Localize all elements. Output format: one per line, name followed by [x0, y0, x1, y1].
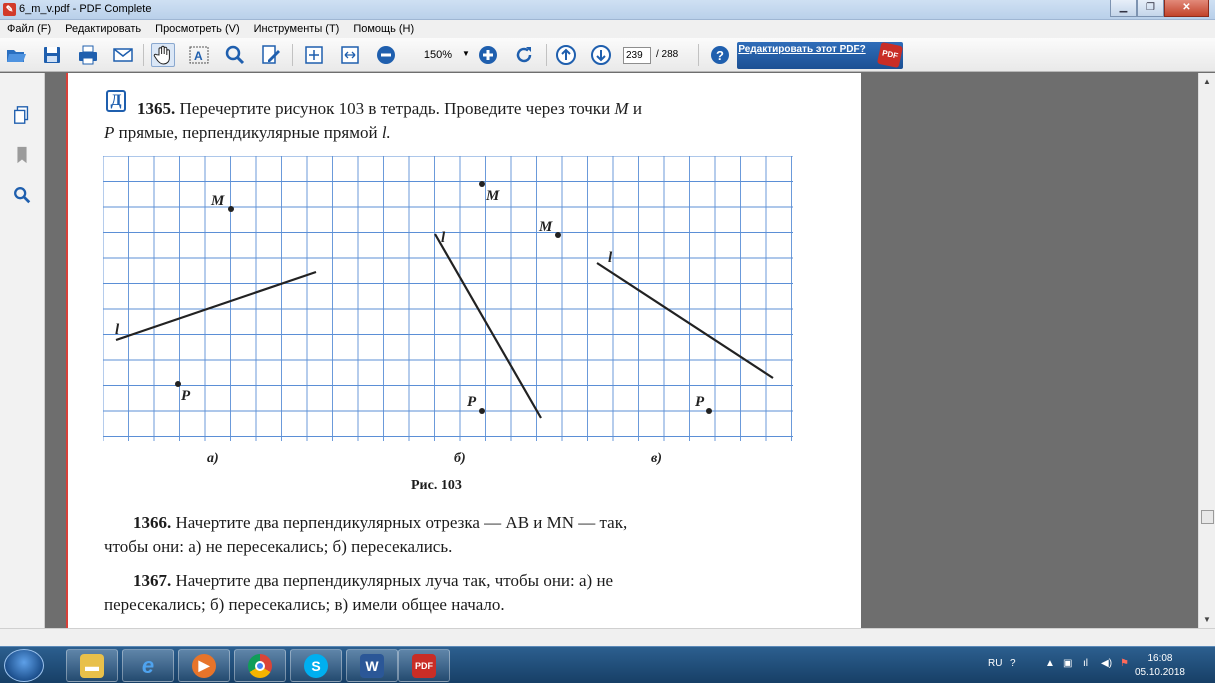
page-total: / 288: [656, 49, 679, 60]
exercise-1365-line2: [104, 123, 391, 143]
start-button[interactable]: [4, 649, 44, 682]
zoom-dropdown-icon[interactable]: ▼: [462, 49, 470, 58]
line-l-ref: l.: [381, 123, 391, 142]
pdf-app-icon: PDF: [412, 654, 436, 678]
label-l-a: l: [115, 322, 120, 338]
ie-icon: e: [141, 652, 155, 678]
show-hidden-icon[interactable]: ▲: [1045, 658, 1055, 669]
exercise-1366-number: 1366.: [133, 513, 172, 532]
label-m-b: M: [486, 188, 500, 204]
taskbar-internet-explorer[interactable]: [122, 649, 174, 682]
figure-c-label: в): [651, 451, 662, 466]
pdf-page: [66, 73, 861, 628]
label-p-c: P: [695, 394, 705, 410]
line-l-a: [116, 272, 316, 340]
scroll-down-icon[interactable]: ▼: [1203, 615, 1211, 624]
point-p-b: [479, 408, 485, 414]
line-l-b: [435, 234, 541, 418]
zoom-icon[interactable]: [223, 43, 247, 67]
svg-text:A: A: [194, 49, 203, 63]
exercise-1367-line2: пересекались; б) пересекались; в) имели общее начало.: [104, 595, 505, 614]
label-p-a: P: [181, 388, 191, 404]
system-tray: [965, 647, 1215, 683]
close-button[interactable]: ✕: [1164, 0, 1209, 17]
label-l-b: l: [441, 230, 446, 246]
open-icon[interactable]: [4, 43, 28, 67]
page-number-input[interactable]: 239: [623, 47, 651, 64]
chrome-icon: [248, 654, 272, 678]
label-m-c: M: [539, 219, 553, 235]
label-m-a: M: [211, 193, 225, 209]
window-title: 6_m_v.pdf - PDF Complete: [19, 3, 152, 15]
menu-help[interactable]: Помощь (H): [353, 23, 415, 35]
svg-text:?: ?: [716, 48, 724, 63]
conj-and: и: [632, 99, 642, 118]
exercise-1366-text1: Начертите два перпендикулярных отрезка — AB и MN — так,: [175, 513, 628, 532]
fit-page-icon[interactable]: [302, 43, 326, 67]
menu-bar: [0, 20, 1215, 38]
line-l-c: [597, 263, 773, 378]
edit-pdf-label[interactable]: Редактировать этот PDF?: [738, 44, 866, 55]
menu-file[interactable]: Файл (F): [7, 23, 52, 35]
clock-date: 05.10.2018: [1134, 667, 1185, 678]
figure-a-label: а): [207, 451, 219, 466]
media-player-icon: ▶: [192, 654, 216, 678]
point-p-a: [175, 381, 181, 387]
search-icon[interactable]: [10, 183, 34, 207]
restore-button[interactable]: ❐: [1137, 0, 1164, 17]
label-p-b: P: [467, 394, 477, 410]
figure-103-grid: [103, 156, 793, 441]
taskbar-explorer[interactable]: [66, 649, 118, 682]
point-m-c: [555, 232, 561, 238]
language-indicator[interactable]: RU: [988, 658, 1003, 669]
exercise-1365-number: 1365.: [137, 99, 176, 118]
bookmark-icon[interactable]: [10, 143, 34, 167]
figure-caption: Рис. 103: [411, 478, 462, 493]
clock[interactable]: [1135, 652, 1185, 680]
zoom-in-icon[interactable]: [476, 43, 500, 67]
exercise-1367-line1: [133, 571, 613, 591]
minimize-button[interactable]: ▁: [1110, 0, 1137, 17]
hand-tool-icon[interactable]: [151, 43, 175, 67]
document-viewport[interactable]: [46, 73, 1198, 628]
app-icon: ✎: [3, 3, 16, 16]
taskbar-pdf-complete[interactable]: [398, 649, 450, 682]
exercise-icon: Д: [106, 90, 126, 112]
folder-icon: ▬: [80, 654, 104, 678]
exercise-1365-text1: Перечертите рисунок 103 в тетрадь. Проведите через точки: [179, 99, 611, 118]
title-bar: [0, 0, 1215, 20]
prev-page-icon[interactable]: [554, 43, 578, 67]
next-page-icon[interactable]: [589, 43, 613, 67]
exercise-1366-line2: чтобы они: а) не пересекались; б) пересекались.: [104, 537, 453, 556]
exercise-1367-number: 1367.: [133, 571, 172, 590]
edit-icon[interactable]: [259, 43, 283, 67]
taskbar-skype[interactable]: [290, 649, 342, 682]
print-icon[interactable]: [76, 43, 100, 67]
help-tray-icon[interactable]: ?: [1010, 658, 1016, 669]
grid-lines: [103, 156, 793, 441]
zoom-out-icon[interactable]: [374, 43, 398, 67]
network-icon[interactable]: ıl: [1083, 658, 1088, 669]
exercise-1365-text2: прямые, перпендикулярные прямой: [118, 123, 378, 142]
menu-view[interactable]: Просмотреть (V): [155, 23, 240, 35]
toolbar: [0, 38, 1215, 72]
fit-width-icon[interactable]: [338, 43, 362, 67]
point-m-a: [228, 206, 234, 212]
status-bar: [0, 628, 1215, 646]
skype-icon: S: [304, 654, 328, 678]
email-icon[interactable]: [111, 43, 135, 67]
menu-tools[interactable]: Инструменты (T): [253, 23, 340, 35]
word-icon: W: [360, 654, 384, 678]
taskbar: [0, 646, 1215, 683]
volume-icon[interactable]: ◀): [1101, 658, 1113, 669]
vertical-scrollbar[interactable]: [1198, 73, 1215, 628]
scroll-up-icon[interactable]: ▲: [1203, 77, 1211, 86]
device-icon[interactable]: ▣: [1063, 658, 1073, 669]
side-panel: [0, 73, 45, 628]
taskbar-chrome[interactable]: [234, 649, 286, 682]
clock-time: 16:08: [1147, 653, 1173, 664]
save-icon[interactable]: [40, 43, 64, 67]
action-center-icon[interactable]: ⚑: [1120, 658, 1129, 669]
rotate-icon[interactable]: [512, 43, 536, 67]
taskbar-word[interactable]: [346, 649, 398, 682]
exercise-1366-line1: [133, 513, 627, 533]
point-p-ref: P: [104, 123, 115, 142]
edit-pdf-banner[interactable]: [737, 42, 903, 69]
point-p-c: [706, 408, 712, 414]
menu-edit[interactable]: Редактировать: [65, 23, 142, 35]
zoom-level[interactable]: 150%: [423, 49, 453, 61]
help-icon[interactable]: [708, 43, 732, 67]
pages-icon[interactable]: [10, 103, 34, 127]
label-l-c: l: [608, 250, 613, 266]
pdf-logo-icon: PDF: [877, 42, 903, 68]
figure-b-label: б): [454, 451, 466, 466]
point-m-b: [479, 181, 485, 187]
window-controls: [1110, 0, 1209, 17]
exercise-1367-text1: Начертите два перпендикулярных луча так, чтобы они: а) не: [175, 571, 614, 590]
scroll-thumb[interactable]: [1201, 510, 1214, 524]
exercise-1365-line1: [137, 99, 642, 119]
text-select-icon[interactable]: [187, 43, 211, 67]
taskbar-media-player[interactable]: [178, 649, 230, 682]
point-m-ref: M: [614, 99, 629, 118]
